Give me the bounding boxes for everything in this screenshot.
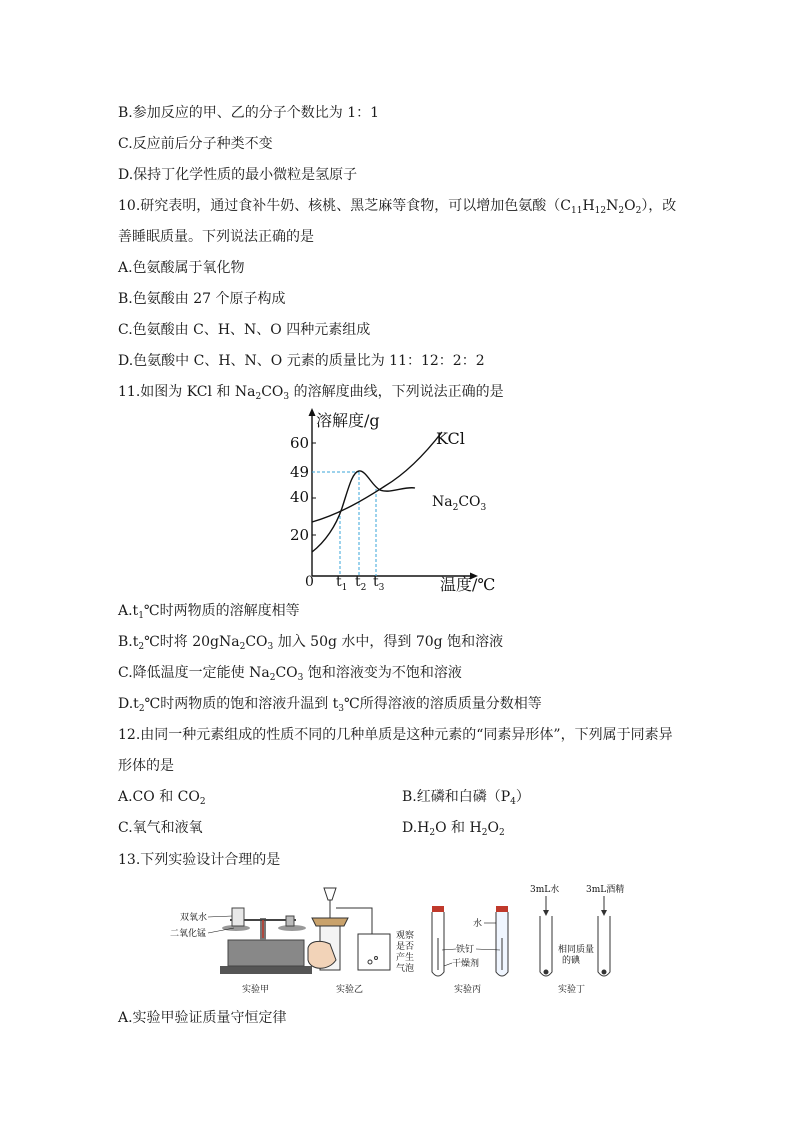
label-water: 水 [473,919,483,929]
na2co3-curve [312,471,415,552]
label-exp-d: 实验丁 [558,985,586,995]
q12-option-c: C.氧气和液氧 [118,820,203,836]
label-exp-b: 实验乙 [336,985,364,995]
y-axis-label: 溶解度/g [316,411,380,430]
origin-label: 0 [305,574,314,590]
kcl-curve [312,432,442,522]
series-label-kcl: KCl [436,429,465,448]
solubility-chart [280,404,520,596]
q11-option-a: $A.t_1℃$时两物质的溶解度相等 [118,603,300,621]
experiment-b-apparatus [308,888,390,970]
label-bubble-2: 是否 [396,942,415,952]
label-iodine-2: 的碘 [562,956,581,966]
y-tick-49: 49 [290,463,310,481]
q10-option-c: C.色氨酸由 C、H、N、O 四种元素组成 [118,322,371,338]
label-iodine-1: 相同质量 [558,945,595,955]
q12-options-row-2 [118,818,505,838]
q10-option-a: A.色氨酸属于氧化物 [118,260,245,276]
label-h2o2: 双氧水 [180,913,208,923]
label-bubble-4: 气泡 [396,964,415,974]
q12-option-a: A.CO 和 $CO_2$ [118,789,206,807]
label-exp-a: 实验甲 [242,985,270,995]
q13-stem: 13.下列实验设计合理的是 [118,852,281,868]
q12-option-d: $D.H_2O$ 和 $H_2O_2$ [402,820,505,838]
label-water-3ml: 3mL水 [530,885,560,895]
x-axis-label: 温度/℃ [440,575,496,594]
q10-option-d: D.色氨酸中 C、H、N、O 元素的质量比为 11：12：2：2 [118,353,485,369]
label-mno2: 二氧化锰 [170,929,207,939]
q9-option-b: B.参加反应的甲、乙的分子个数比为 1：1 [118,105,380,121]
label-alcohol-3ml: 3mL酒精 [586,885,625,895]
q11-option-d: $D.t_2℃$时两物质的饱和溶液升温到 $t_3℃$所得溶液的溶质质量分数相等 [118,696,542,714]
q13-option-a: A.实验甲验证质量守恒定律 [118,1010,287,1026]
x-tick-t2: $t_2$ [355,574,367,593]
label-exp-c: 实验丙 [454,985,482,995]
q12-options-row-1 [118,787,530,807]
q12-stem: 12.由同一种元素组成的性质不同的几种单质是这种元素的“同素异形体”，下列属于同素异 [118,727,673,743]
q12-stem-continued: 形体的是 [118,758,174,774]
y-tick-60: 60 [290,434,310,452]
label-nail: 铁钉 [456,945,475,955]
x-tick-t3: $t_3$ [373,574,385,593]
q11-option-c: C.降低温度一定能使 $Na_2CO_3$ 饱和溶液变为不饱和溶液 [118,665,462,683]
q10-stem: 10.研究表明，通过食补牛奶、核桃、黑芝麻等食物，可以增加色氨酸$(C_{11}H_{12}N_2O_2)$，改 [118,198,677,216]
q9-option-d: D.保持丁化学性质的最小微粒是氢原子 [118,167,358,183]
label-bubble-1: 观察 [396,931,415,941]
q11-option-b: $B.t_2℃$时将 $20gNa_2CO_3$ 加入 50g 水中，得到 70g 饱和溶液 [118,634,504,652]
q12-option-b: B.红磷和白磷$(P_4)$ [402,789,530,807]
y-tick-40: 40 [290,488,310,506]
series-label-na2co3: $Na_2CO_3$ [432,494,487,513]
label-desiccant: 干燥剂 [452,959,480,969]
q9-option-c: C.反应前后分子种类不变 [118,136,273,152]
experiment-a-balance [220,908,312,974]
x-tick-t1: $t_1$ [336,574,348,593]
tryptophan-formula: $C_{11}H_{12}N_2O_2$ [560,198,642,216]
experiment-figure [160,878,650,998]
q10-stem-continued: 善睡眠质量。下列说法正确的是 [118,229,314,245]
label-bubble-3: 产生 [396,953,415,963]
q10-option-b: B.色氨酸由 27 个原子构成 [118,291,286,307]
y-axis-arrow [309,408,316,416]
q11-stem: 11.如图为 KCl 和 $Na_2CO_3$ 的溶解度曲线，下列说法正确的是 [118,384,504,402]
y-tick-20: 20 [290,526,310,544]
